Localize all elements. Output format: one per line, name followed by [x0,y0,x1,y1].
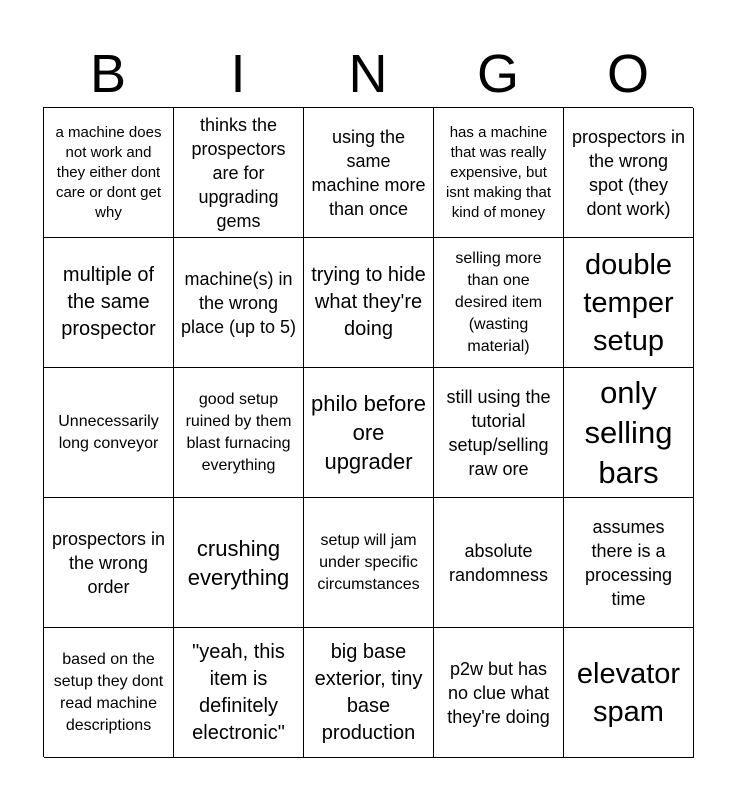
bingo-cell-text: setup will jam under specific circumstances [317,531,420,593]
bingo-cell[interactable] [564,238,694,368]
header-letter-o: O [606,44,649,104]
bingo-cell[interactable] [174,368,304,498]
bingo-cell-text: thinks the prospectors are for upgrading gems [191,114,286,231]
header-letter-n: N [348,44,388,104]
bingo-cell-text: only selling bars [584,374,673,490]
bingo-cell[interactable] [434,108,564,238]
bingo-cell[interactable] [564,368,694,498]
bingo-cell[interactable] [564,628,694,758]
bingo-cell[interactable] [434,498,564,628]
bingo-cell-text: "yeah, this item is definitely electronic" [192,640,285,744]
bingo-cell-text: multiple of the same prospector [61,264,156,340]
header-letter-b: B [89,44,127,104]
header-letter-g: G [476,44,519,104]
bingo-cell[interactable] [174,498,304,628]
bingo-cell-text: big base exterior, tiny base production [314,640,423,744]
bingo-cell[interactable] [434,238,564,368]
bingo-cell[interactable] [434,368,564,498]
bingo-cell[interactable] [44,628,174,758]
bingo-cell-text: double temper setup [583,248,674,357]
bingo-cell-text: using the same machine more than once [311,126,426,219]
bingo-cell-text: good setup ruined by them blast furnacing everything [185,390,292,474]
bingo-cell[interactable] [304,108,434,238]
bingo-cell-text: elevator spam [576,657,681,728]
bingo-cell-text: prospectors in the wrong order [51,528,166,597]
bingo-cell-text: absolute randomness [448,540,549,585]
bingo-cell-text: selling more than one desired item (wasting material) [454,249,543,355]
bingo-cell[interactable] [44,108,174,238]
bingo-cell-text: still using the tutorial setup/selling raw ore [446,386,551,479]
bingo-cell-text: machine(s) in the wrong place (up to 5) [180,268,297,337]
bingo-cell-text: philo before ore upgrader [311,391,426,474]
header-letter-i: I [230,44,246,104]
bingo-cell[interactable] [304,628,434,758]
bingo-cell[interactable] [434,628,564,758]
bingo-cell[interactable] [44,498,174,628]
bingo-cell-text: has a machine that was really expensive, but isnt making that kind of money [445,123,552,221]
bingo-cell[interactable] [44,368,174,498]
bingo-cell-text: assumes there is a processing time [584,516,673,609]
bingo-cell[interactable] [174,238,304,368]
bingo-cell-text: Unnecessarily long conveyor [58,412,159,452]
bingo-cell-text: p2w but has no clue what they're doing [447,658,550,727]
bingo-cell[interactable] [304,368,434,498]
bingo-cell[interactable] [174,628,304,758]
bingo-header [43,40,693,108]
bingo-cell[interactable] [174,108,304,238]
bingo-cell-text: based on the setup they dont read machine descriptions [53,650,164,734]
bingo-cell[interactable] [44,238,174,368]
bingo-cell[interactable] [304,498,434,628]
bingo-cell[interactable] [304,238,434,368]
bingo-cell-text: trying to hide what they're doing [311,264,426,340]
bingo-cell-text: prospectors in the wrong spot (they dont work) [571,126,686,219]
bingo-cell[interactable] [564,498,694,628]
bingo-cell-text: crushing everything [187,535,290,590]
bingo-cell-text: a machine does not work and they either dont care or dont get why [55,123,162,221]
bingo-board [43,107,693,757]
bingo-cell[interactable] [564,108,694,238]
